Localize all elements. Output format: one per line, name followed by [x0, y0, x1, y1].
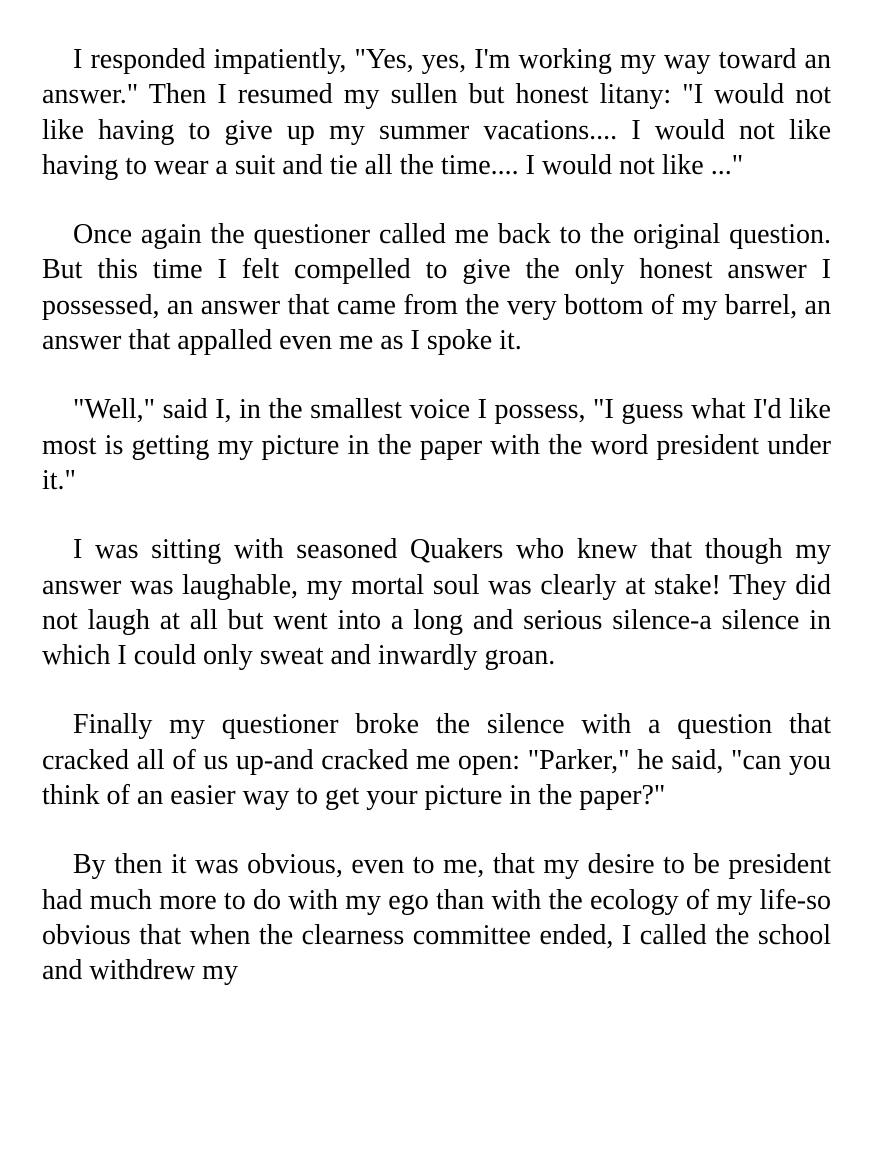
- paragraph: Finally my questioner broke the silence with a question that cracked all of us up-and cracked me open: "Parker," he said, "can you think of an easier way to get your picture in the paper?": [42, 709, 831, 812]
- paragraph: By then it was obvious, even to me, that my desire to be president had much more to do with my ego than with the ecology of my life-so obvious that when the clearness committee ended, I called the school and withdrew my: [42, 849, 831, 987]
- page-text: [42, 42, 831, 989]
- paragraph: Once again the questioner called me back to the original question. But this time I felt compelled to give the only honest answer I possessed, an answer that came from the very bottom of my barrel, an answer that appalled even me as I spoke it.: [42, 219, 831, 357]
- paragraph: I responded impatiently, "Yes, yes, I'm working my way toward an answer." Then I resumed my sullen but honest litany: "I would not like having to give up my summer vacations.... I would not like having to wear a suit and tie all the time.... I would not like ...": [42, 44, 831, 181]
- paragraph: "Well," said I, in the smallest voice I possess, "I guess what I'd like most is getting my picture in the paper with the word president under it.": [42, 394, 831, 496]
- paragraph: I was sitting with seasoned Quakers who knew that though my answer was laughable, my mortal soul was clearly at stake! They did not laugh at all but went into a long and serious silence-a silence in which I could only sweat and inwardly groan.: [42, 534, 831, 672]
